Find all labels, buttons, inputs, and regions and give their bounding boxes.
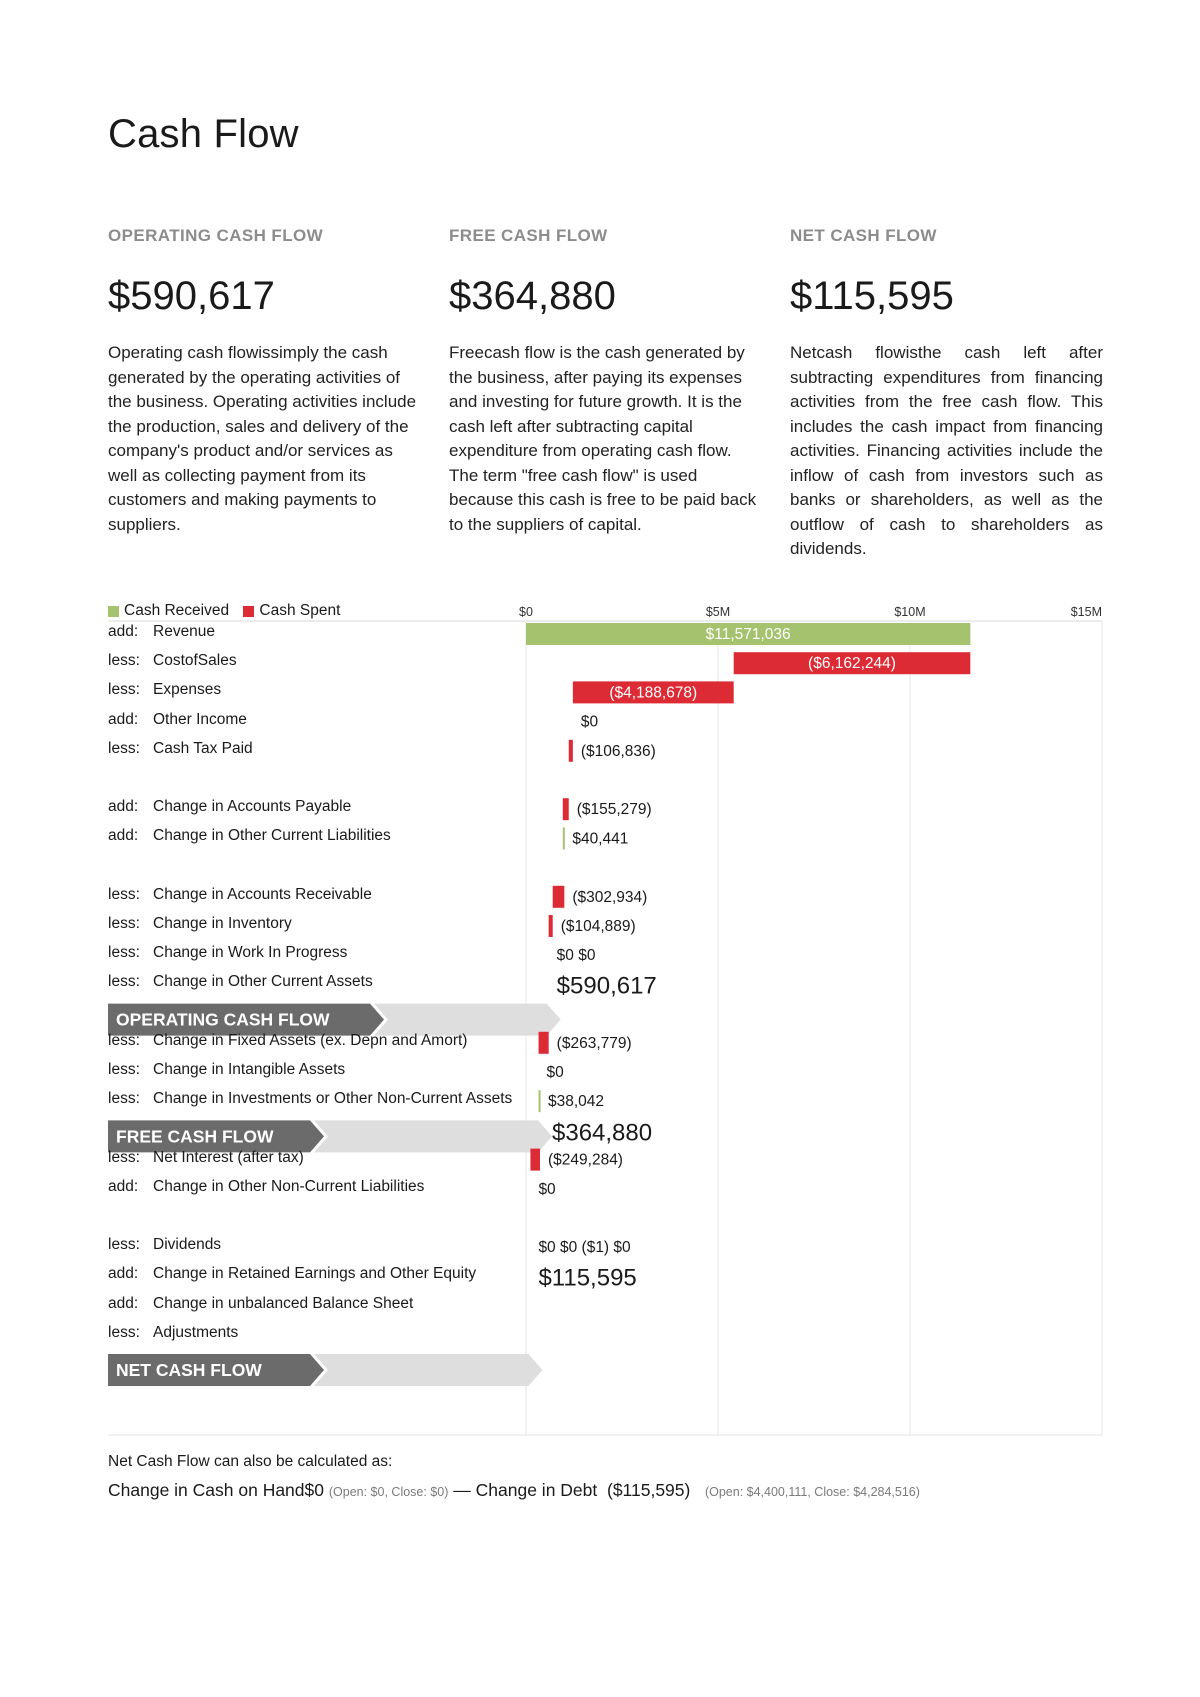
row-name: Change in Intangible Assets — [153, 1061, 346, 1078]
bar-value-label: ($106,836) — [580, 742, 656, 760]
row-name: Change in Other Non-Current Liabilities — [153, 1177, 425, 1195]
section-banner — [108, 1004, 561, 1036]
bar-value-label: $0 $0 ($1) $0 — [538, 1239, 631, 1257]
row-operator: less: — [108, 915, 140, 932]
row-label — [108, 681, 221, 699]
row-label — [108, 1236, 221, 1254]
section-banner-label: OPERATING CASH FLOW — [116, 1009, 330, 1030]
row-operator: less: — [108, 1090, 140, 1108]
waterfall-bar-spent — [549, 915, 553, 937]
row-label — [108, 827, 391, 845]
waterfall-bar-received — [539, 1090, 541, 1112]
metric-value: $115,595 — [790, 274, 954, 318]
cash-on-hand-label: Change in Cash on Hand$0 — [108, 1480, 324, 1500]
bar-value-label: ($302,934) — [572, 888, 648, 906]
page-title: Cash Flow — [108, 112, 299, 156]
row-operator: less: — [108, 973, 140, 991]
row-name: Dividends — [153, 1236, 222, 1254]
row-operator: less: — [108, 885, 140, 903]
bar-value-label: $0 $0 — [556, 947, 596, 965]
debt-value: ($115,595) — [607, 1480, 691, 1500]
row-label — [108, 1090, 512, 1108]
cash-on-hand-detail: (Open: $0, Close: $0) — [328, 1485, 449, 1499]
waterfall-bar-spent — [569, 740, 573, 762]
metric-value: $590,617 — [108, 274, 275, 318]
row-label — [108, 1061, 345, 1079]
row-name: Change in Accounts Payable — [153, 798, 352, 816]
minus-sign: — — [453, 1480, 471, 1500]
row-name: CostofSales — [153, 652, 237, 670]
row-name: Net Interest (after tax) — [153, 1148, 304, 1166]
row-operator: add: — [108, 1294, 139, 1312]
bar-value-label: ($249,284) — [548, 1151, 623, 1169]
row-operator: add: — [108, 798, 139, 816]
row-label — [108, 1149, 304, 1167]
row-name: Change in unbalanced Balance Sheet — [153, 1294, 414, 1312]
section-banner-light — [374, 1004, 561, 1036]
metric-description: Operating cash flowissimply the cash generated by the operating activities of the business. Operating activities include the production, sales and delivery of the company's product and/or services as well as collecting payment from its customers and making payments to suppliers. — [108, 343, 417, 534]
row-name: Revenue — [153, 623, 216, 640]
row-label — [108, 944, 347, 962]
metric-label: FREE CASH FLOW — [449, 226, 608, 245]
bar-value-label: $0 — [580, 713, 599, 731]
waterfall-bar-spent — [530, 1149, 540, 1171]
bar-value-label: $115,595 — [538, 1264, 637, 1292]
row-label — [108, 1295, 413, 1313]
row-operator: less: — [108, 1031, 140, 1049]
row-operator: less: — [108, 652, 140, 670]
row-label — [108, 711, 247, 729]
waterfall-bar-spent — [539, 1032, 549, 1054]
bar-value-label: $0 — [538, 1180, 556, 1198]
row-label — [108, 1032, 467, 1050]
row-operator: add: — [108, 827, 139, 845]
row-operator: less: — [108, 1148, 140, 1166]
waterfall-bar-spent — [563, 798, 569, 820]
row-name: Change in Accounts Receivable — [153, 885, 372, 903]
legend-label-spent: Cash Spent — [259, 602, 341, 619]
row-label — [108, 1265, 476, 1283]
bar-value-label: ($155,279) — [576, 801, 652, 819]
bar-value-label: ($6,162,244) — [808, 655, 896, 673]
row-name: Change in Other Current Liabilities — [153, 827, 391, 845]
section-total-value: $364,880 — [552, 1119, 653, 1147]
row-name: Expenses — [153, 681, 222, 699]
row-operator: less: — [108, 1236, 140, 1254]
row-operator: add: — [108, 1265, 139, 1283]
row-operator: add: — [108, 710, 139, 728]
bar-value-label: $590,617 — [556, 972, 657, 1000]
row-name: Change in Other Current Assets — [153, 973, 373, 991]
row-label — [108, 1178, 424, 1196]
section-banner-light — [314, 1354, 542, 1386]
bar-value-label: ($104,889) — [560, 918, 636, 935]
footer-formula — [108, 1480, 920, 1501]
row-operator: add: — [108, 1177, 139, 1195]
row-name: Change in Investments or Other Non-Current Assets — [153, 1090, 513, 1108]
metric-label: NET CASH FLOW — [790, 226, 937, 245]
row-name: Change in Work In Progress — [153, 944, 348, 962]
row-label — [108, 973, 373, 991]
row-operator: add: — [108, 623, 139, 640]
metric-value: $364,880 — [449, 274, 616, 318]
row-label — [108, 740, 253, 758]
row-name: Cash Tax Paid — [153, 739, 253, 757]
row-label — [108, 1324, 238, 1342]
row-label — [108, 623, 215, 641]
metric-label: OPERATING CASH FLOW — [108, 226, 324, 245]
section-banner — [108, 1119, 652, 1152]
debt-label: Change in Debt — [475, 1480, 598, 1500]
row-label — [108, 798, 351, 816]
bar-value-label: ($263,779) — [556, 1034, 632, 1052]
x-tick-label: $0 — [519, 605, 533, 619]
row-operator: less: — [108, 944, 140, 962]
row-operator: less: — [108, 1061, 140, 1078]
metric-description: Freecash flow is the cash generated by the business, after paying its expenses and investing for future growth. It is the cash left after subtracting capital expenditure from operating cash flow. The term "free cash flow" is used because this cash is free to be paid back to the suppliers of capital. — [449, 343, 757, 534]
x-tick-label: $5M — [705, 605, 731, 619]
x-tick-label: $15M — [1070, 605, 1102, 619]
row-label — [108, 652, 237, 670]
row-operator: less: — [108, 739, 140, 757]
waterfall-bar-received — [563, 827, 565, 849]
bar-value-label: $0 — [546, 1064, 564, 1081]
bar-value-label: $40,441 — [572, 830, 629, 848]
footer-note: Net Cash Flow can also be calculated as: — [108, 1453, 393, 1470]
bar-value-label: $38,042 — [548, 1093, 605, 1111]
row-operator: less: — [108, 681, 140, 699]
section-banner-light — [314, 1120, 552, 1152]
section-banner-label: FREE CASH FLOW — [116, 1126, 274, 1147]
row-name: Change in Fixed Assets (ex. Depn and Amort) — [153, 1031, 468, 1049]
section-banner — [108, 1354, 542, 1386]
bar-value-label: $11,571,036 — [705, 626, 791, 643]
section-banner-label: NET CASH FLOW — [116, 1360, 262, 1380]
metric-description: Netcash flowisthe cash left after subtracting expenditures from financing activities from the free cash flow. This includes the cash impact from financing activities. Financing activities include the inflow of cash from investors such as banks or shareholders, as well as the outflow of cash to shareholders as dividends. — [790, 343, 1103, 558]
debt-detail: (Open: $4,400,111, Close: $4,284,516) — [704, 1485, 920, 1499]
waterfall-bar-spent — [553, 886, 565, 908]
row-name: Change in Inventory — [153, 915, 292, 932]
row-name: Other Income — [153, 710, 247, 728]
bar-value-label: ($4,188,678) — [609, 684, 698, 702]
row-name: Adjustments — [153, 1323, 239, 1341]
row-label — [108, 886, 372, 904]
row-name: Change in Retained Earnings and Other Equity — [153, 1265, 477, 1283]
row-operator: less: — [108, 1323, 140, 1341]
legend-label-received: Cash Received — [124, 602, 230, 619]
row-label — [108, 915, 292, 933]
x-tick-label: $10M — [894, 605, 926, 619]
